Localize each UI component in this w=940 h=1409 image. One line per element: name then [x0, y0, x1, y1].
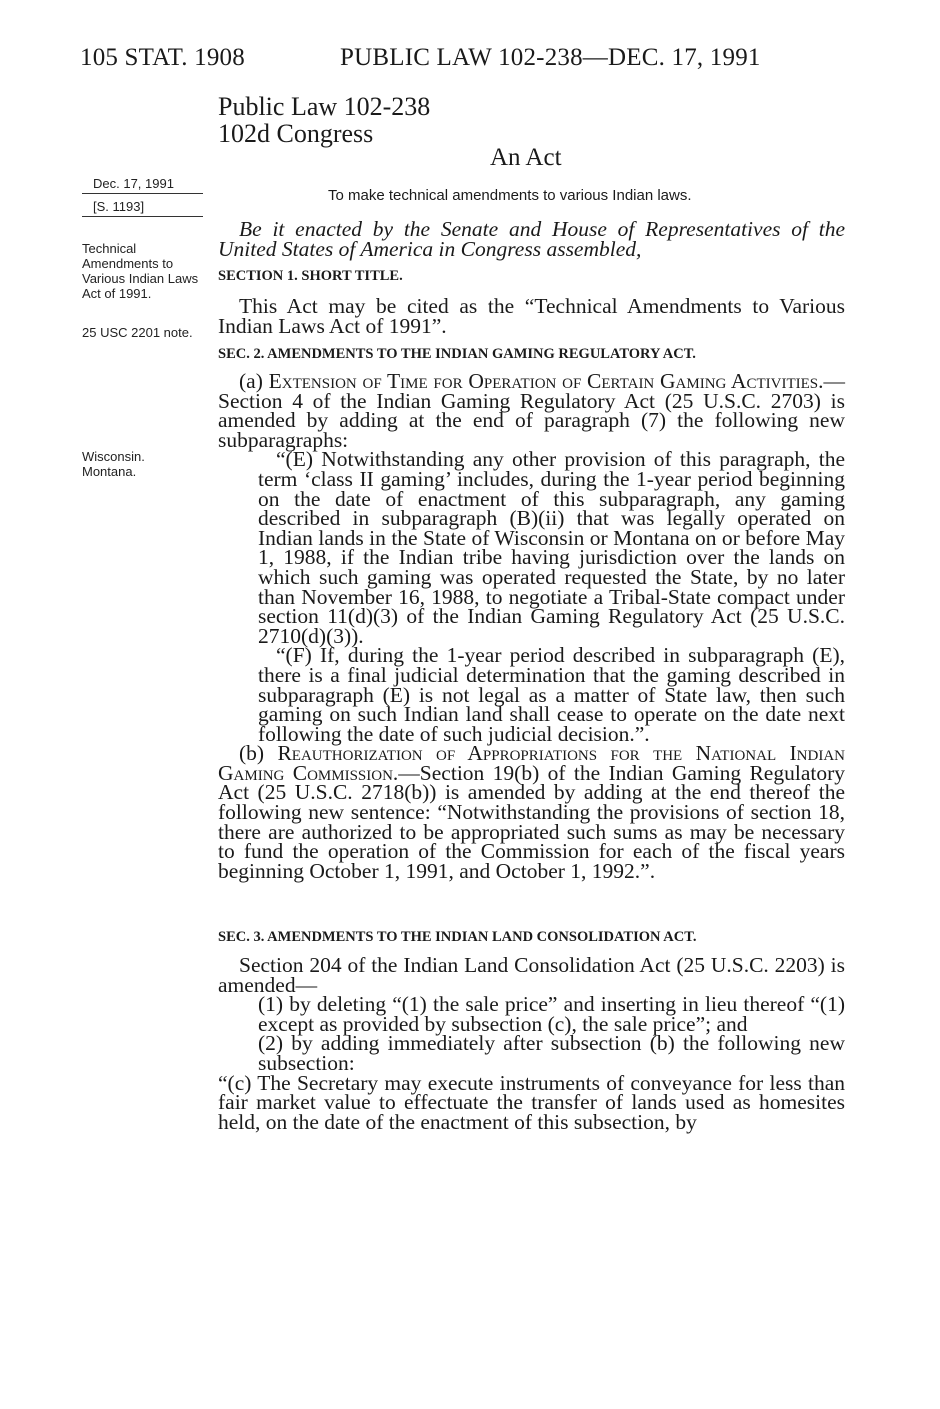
section-3-body	[218, 953, 845, 1134]
margin-state-montana: Montana.	[82, 464, 137, 479]
section-1-body	[218, 294, 845, 338]
subparagraph-e: “(E) Notwithstanding any other provision of this paragraph, the term ‘class II gaming’ includes, during the 1-year period beginning on the date of enactment of this subparagraph, any gaming described in subparagraph (B)(ii) that was legally operated on Indian lands in the State of Wisconsin or Montana on or before May 1, 1988, if the Indian tribe having jurisdiction over the lands on which such gaming was operated requested the State, by no later than November 16, 1988, to negotiate a Tribal-State compact under section 11(d)(3) of the Indian Gaming Regulatory Act (25 U.S.C. 2710(d)(3)).	[258, 447, 845, 648]
margin-states	[82, 449, 210, 479]
margin-usc-citation: 25 USC 2201 note.	[82, 325, 193, 340]
subsection-b-text: —Section 19(b) of the Indian Gaming Regulatory Act (25 U.S.C. 2718(b)) is amended by adding at the end thereof the following new sentence: “Notwithstanding the provisions of section 18, there are authorized to be appropriated such sums as may be necessary to fund the operation of the Commission for each of the fiscal years beginning October 1, 1991, and October 1, 1992.”.	[218, 760, 845, 883]
section-2-heading: SEC. 2. AMENDMENTS TO THE INDIAN GAMING REGULATORY ACT.	[218, 346, 696, 362]
subsection-b-label: (b)	[239, 741, 265, 766]
section-2-body	[218, 369, 846, 883]
act-title: An Act	[490, 144, 562, 171]
section-1-heading: SECTION 1. SHORT TITLE.	[218, 268, 403, 284]
subsection-a-caption: Extension of Time for Operation of Certain Gaming Activities.	[268, 369, 824, 393]
section-3-item-1: (1) by deleting “(1) the sale price” and inserting in lieu thereof “(1) except as provided by subsection (c), the sale price”; and	[258, 992, 845, 1036]
margin-state-wisconsin: Wisconsin.	[82, 449, 145, 464]
section-3-heading: SEC. 3. AMENDMENTS TO THE INDIAN LAND CONSOLIDATION ACT.	[218, 929, 697, 945]
public-law-title: Public Law 102-238	[218, 92, 431, 121]
section-3-item-2: (2) by adding immediately after subsection (b) the following new subsection:	[258, 1031, 845, 1075]
subsection-a-label: (a)	[239, 369, 263, 393]
congress-label: 102d Congress	[218, 119, 374, 148]
margin-short-title: Technical Amendments to Various Indian Laws Act of 1991.	[82, 241, 199, 301]
margin-rule	[82, 216, 203, 217]
subsection-a-text: —Section 4 of the Indian Gaming Regulatory Act (25 U.S.C. 2703) is amended by adding at the end of paragraph (7) the following new subparagraphs:	[218, 369, 845, 452]
section-2-subsection-b	[218, 741, 846, 883]
act-purpose: To make technical amendments to various Indian laws.	[328, 187, 692, 204]
margin-date: Dec. 17, 1991	[93, 176, 174, 191]
margin-rule	[82, 193, 203, 194]
enacting-clause-text: Be it enacted by the Senate and House of Representatives of the United States of America in Congress assembled,	[218, 217, 845, 261]
enacting-clause	[218, 217, 845, 261]
running-head: PUBLIC LAW 102-238—DEC. 17, 1991	[340, 44, 761, 71]
page-stat-number: 105 STAT. 1908	[80, 44, 245, 71]
section-1-text: This Act may be cited as the “Technical Amendments to Various Indian Laws Act of 1991”.	[218, 294, 845, 338]
section-2-subsection-a	[218, 369, 845, 452]
subparagraph-f: “(F) If, during the 1-year period described in subparagraph (E), there is a final judicial determination that the gaming described in subparagraph (E) is not legal as a matter of State law, then such gaming on such Indian land shall cease to operate on the date next following the date of such judicial decision.”.	[258, 643, 845, 746]
section-3-intro: Section 204 of the Indian Land Consolidation Act (25 U.S.C. 2203) is amended—	[218, 953, 845, 997]
subsection-b-caption: Reauthorization of Appropriations for the National Indian Gaming Commission.	[218, 741, 846, 785]
margin-bill-number: [S. 1193]	[93, 199, 145, 214]
section-3-quoted-subsection: “(c) The Secretary may execute instruments of conveyance for less than fair market value to effectuate the transfer of lands used as homesites held, on the date of the enactment of this subsection, by	[218, 1070, 845, 1134]
